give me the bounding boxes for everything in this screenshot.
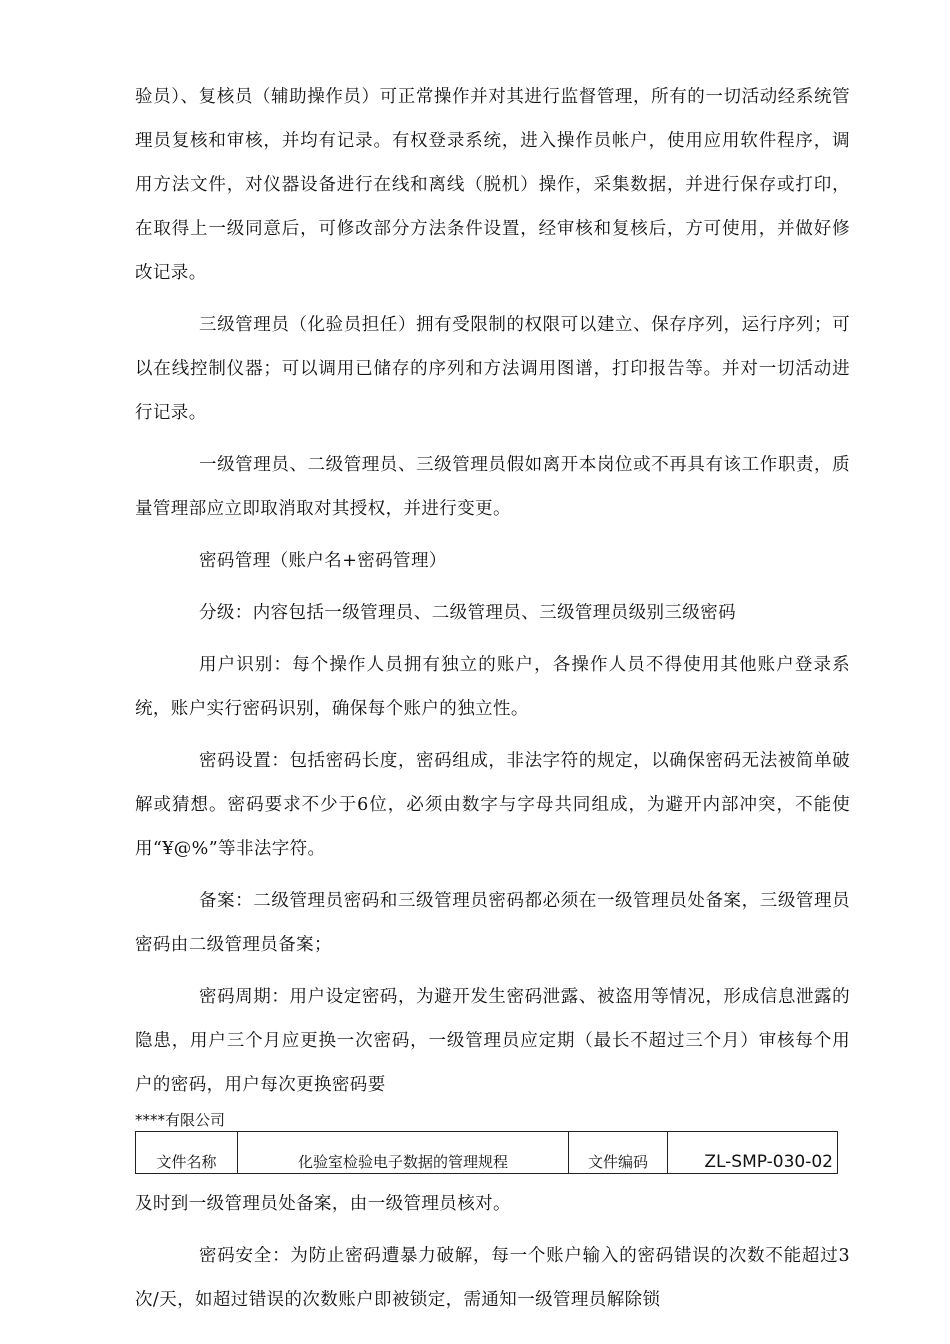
body-paragraph-3: 一级管理员、二级管理员、三级管理员假如离开本岗位或不再具有该工作职责，质量管理部应立即取消取对其授权，并进行变更。 [135,455,850,519]
body-paragraph-1: 验员）、复核员（辅助操作员）可正常操作并对其进行监督管理，所有的一切活动经系统管理员复核和审核，并均有记录。有权登录系统，进入操作员帐户，使用应用软件程序，调用方法文件，对仪器设备进行在线和离线（脱机）操作，采集数据，并进行保存或打印，在取得上一级同意后，可修改部分方法条件设置，经审核和复核后，方可使用，并做好修改记录。 [135,87,850,283]
body-paragraph-password-security: 密码安全：为防止密码遭暴力破解，每一个账户输入的密码错误的次数不能超过3次/天，如超过错误的次数账户即被锁定，需通知一级管理员解除锁 [135,1246,850,1310]
file-code-label: 文件编码 [569,1132,668,1174]
section-heading-password: 密码管理（账户名+密码管理） [199,551,447,571]
file-name-value: 化验室检验电子数据的管理规程 [238,1132,569,1174]
document-info-table [135,1131,838,1174]
body-paragraph-grading: 分级：内容包括一级管理员、二级管理员、三级管理员级别三级密码 [199,603,736,623]
body-paragraph-2: 三级管理员（化验员担任）拥有受限制的权限可以建立、保存序列，运行序列；可以在线控制仪器；可以调用已储存的序列和方法调用图谱，打印报告等。并对一切活动进行记录。 [135,315,850,423]
body-paragraph-password-cycle: 密码周期：用户设定密码，为避开发生密码泄露、被盗用等情况，形成信息泄露的隐患，用户三个月应更换一次密码，一级管理员应定期（最长不超过三个月）审核每个用户的密码，用户每次更换密码要 [135,987,850,1095]
company-name: ****有限公司 [135,1111,226,1129]
body-paragraph-password-setting: 密码设置：包括密码长度，密码组成，非法字符的规定，以确保密码无法被简单破解或猜想。密码要求不少于6位，必须由数字与字母共同组成，为避开内部冲突，不能使用“¥@%”等非法字符。 [135,751,850,859]
body-paragraph-filing: 备案：二级管理员密码和三级管理员密码都必须在一级管理员处备案，三级管理员密码由二级管理员备案； [135,891,850,955]
file-code-value: ZL-SMP-030-02 [668,1132,838,1174]
document-page [135,75,850,1330]
body-paragraph-continued: 及时到一级管理员处备案，由一级管理员核对。 [135,1194,511,1214]
file-name-label: 文件名称 [136,1132,238,1174]
table-row [136,1132,838,1174]
body-paragraph-user-id: 用户识别：每个操作人员拥有独立的账户，各操作人员不得使用其他账户登录系统，账户实行密码识别，确保每个账户的独立性。 [135,655,850,719]
